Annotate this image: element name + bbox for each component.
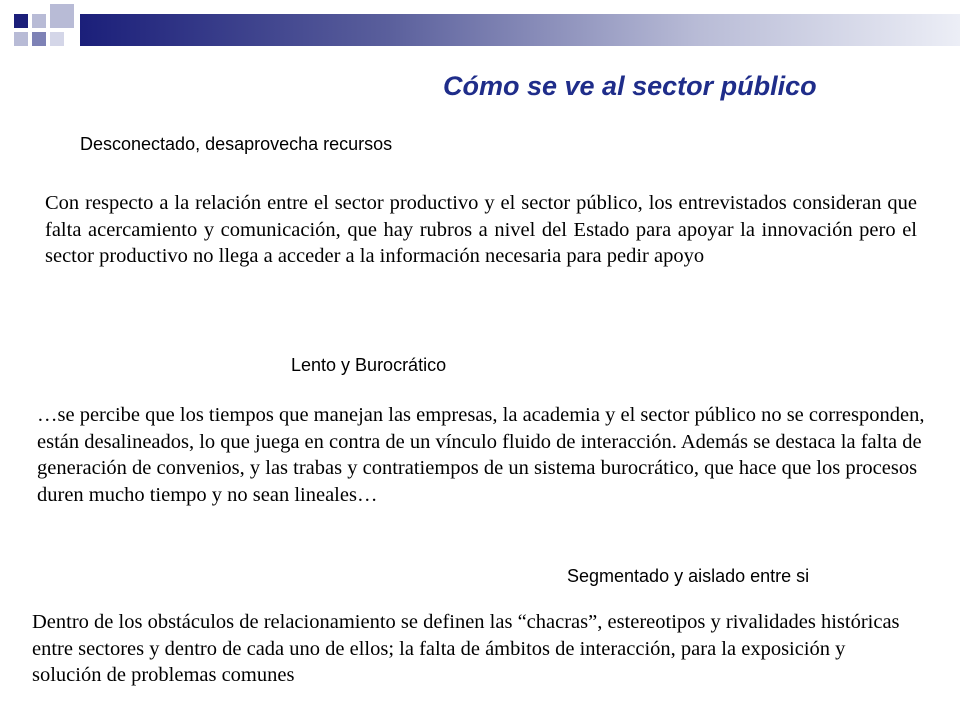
section-text-desconectado: Con respecto a la relación entre el sector productivo y el sector público, los entrevistados consideran que falta acercamiento y comunicación, que hay rubros a nivel del Estado para apoyar la innovación pero el sector productivo no llega a acceder a la información necesaria para pedir apoyo bbox=[45, 192, 917, 267]
section-heading-segmentado: Segmentado y aislado entre si bbox=[567, 566, 810, 586]
section-text-segmentado: Dentro de los obstáculos de relacionamiento se definen las “chacras”, estereotipos y rivalidades históricas entre sectores y dentro de cada uno de ellos; la falta de ámbitos de interacción, para la exposición y solución de problemas comunes bbox=[32, 611, 900, 686]
corner-squares-decoration bbox=[0, 0, 80, 52]
slide-title: Cómo se ve al sector público bbox=[443, 71, 817, 101]
corner-square-light bbox=[14, 32, 28, 46]
corner-square-light bbox=[50, 4, 74, 28]
section-heading-lento: Lento y Burocrático bbox=[291, 355, 447, 375]
corner-square-dark bbox=[14, 14, 28, 28]
corner-square-mid bbox=[32, 32, 46, 46]
section-text-lento: …se percibe que los tiempos que manejan las empresas, la academia y el sector público no se corresponden, están desalineados, lo que juega en contra de un vínculo fluido de interacción. Además se destaca la falta de generación de convenios, y las trabas y contratiempos de un sistema burocrático, que hace que los procesos duren mucho tiempo y no sean lineales… bbox=[37, 404, 925, 506]
corner-square-light bbox=[32, 14, 46, 28]
section-heading-desconectado: Desconectado, desaprovecha recursos bbox=[80, 134, 393, 154]
header-gradient-bar bbox=[80, 14, 960, 46]
corner-square-light bbox=[50, 32, 64, 46]
